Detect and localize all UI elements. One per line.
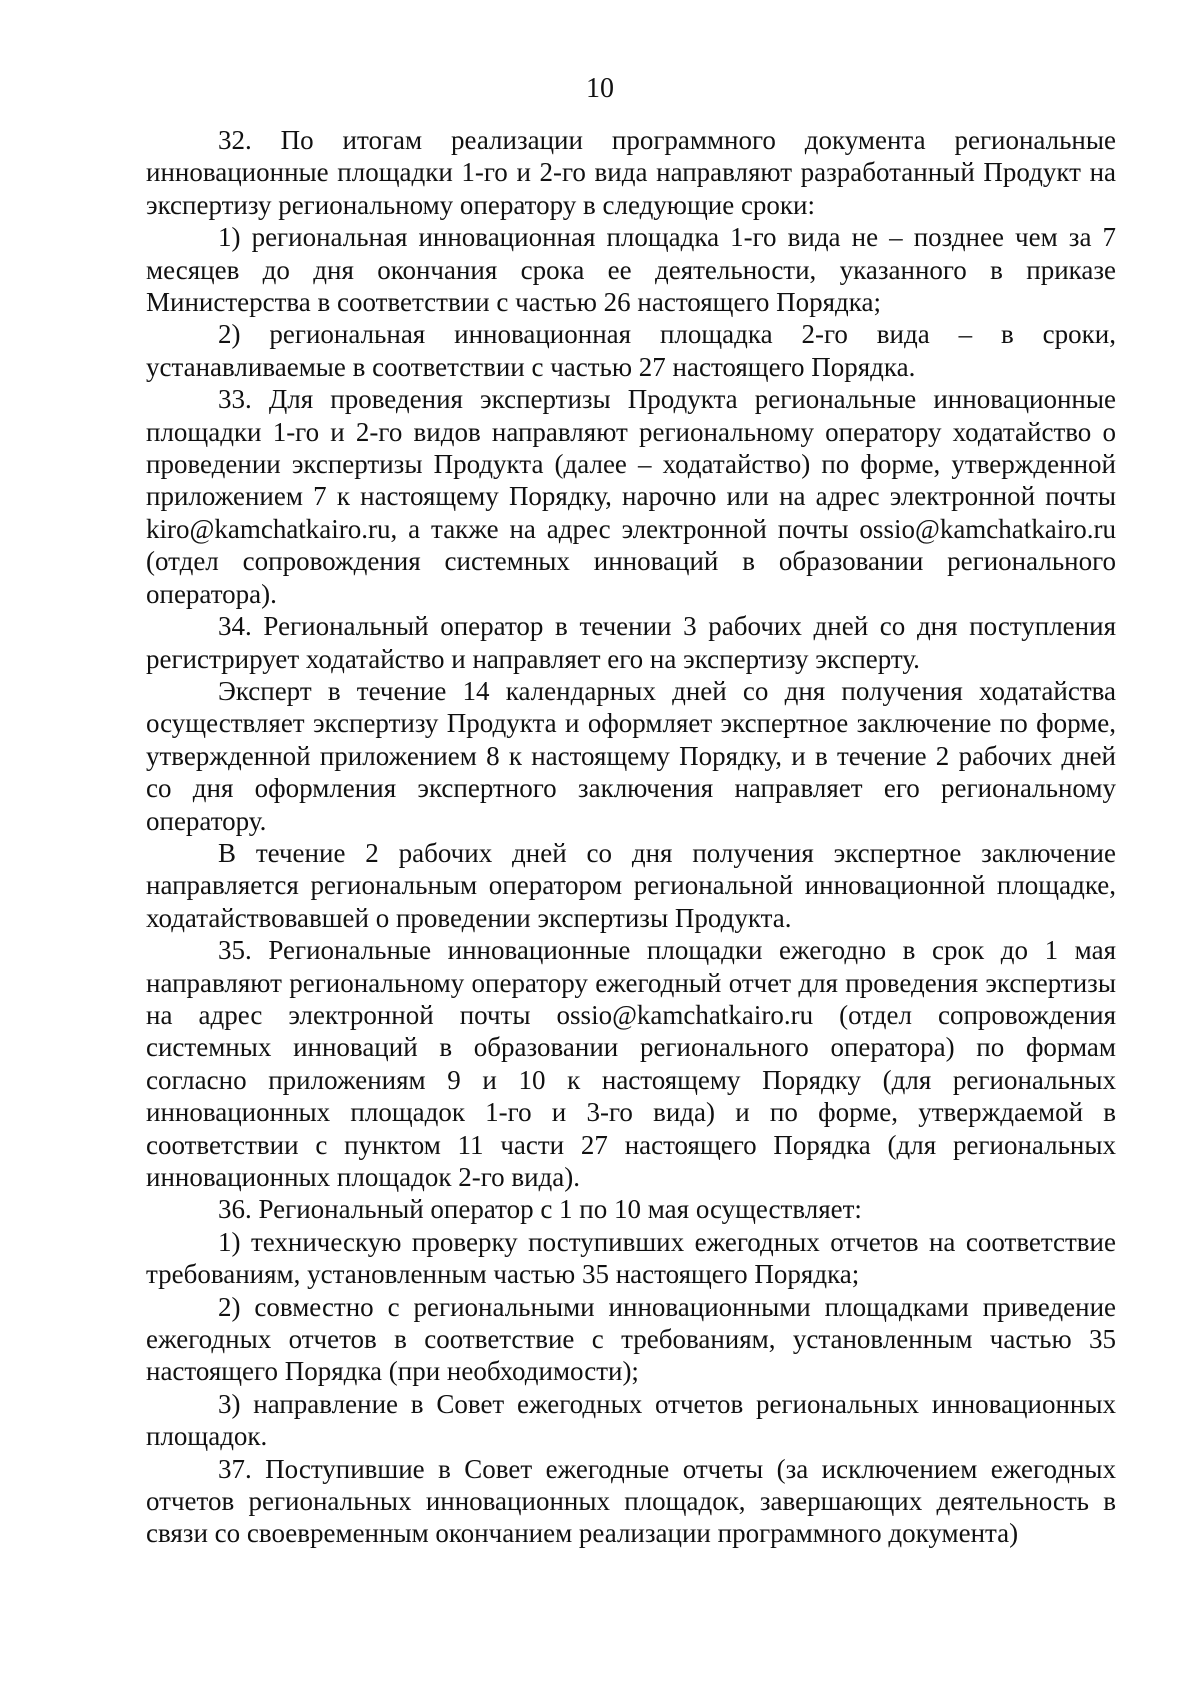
paragraph-37: 37. Поступившие в Совет ежегодные отчеты (за исключением ежегодных отчетов региональных инновационных площадок, завершающих деятельность в связи со своевременным окончанием реализации программного документа) [146,1453,1116,1549]
paragraph-32: 32. По итогам реализации программного документа региональные инновационные площадки 1-го и 2-го вида направляют разработанный Продукт на экспертизу региональному оператору в следующие сроки: [146,125,1116,220]
paragraph-36-item-1: 1) техническую проверку поступивших ежегодных отчетов на соответствие требованиям, установленным частью 35 настоящего Порядка; [146,1226,1116,1290]
paragraph-34: 34. Региональный оператор в течении 3 рабочих дней со дня поступления регистрирует ходатайство и направляет его на экспертизу эксперту. [146,611,1116,674]
paragraph-35: 35. Региональные инновационные площадки ежегодно в срок до 1 мая направляют региональному оператору ежегодный отчет для проведения экспертизы на адрес электронной почты ossio@kamchatkairo.ru (отдел сопровождения системных инноваций в образовании регионального оператора) по формам согласно приложениям 9 и 10 к настоящему Порядку (для региональных инновационных площадок 1-го и 3-го вида) и по форме, утверждаемой в соответствии с пунктом 11 части 27 настоящего Порядка (для региональных инновационных площадок 2-го вида). [146,935,1116,1192]
paragraph-34-expert: Эксперт в течение 14 календарных дней со дня получения ходатайства осуществляет экспертизу Продукта и оформляет экспертное заключение по форме, утвержденной приложением 8 к настоящему Порядку, и в течение 2 рабочих дней со дня оформления экспертного заключения направляет его региональному оператору. [146,675,1116,836]
paragraph-33: 33. Для проведения экспертизы Продукта региональные инновационные площадки 1-го и 2-го видов направляют региональному оператору ходатайство о проведении экспертизы Продукта (далее – ходатайство) по форме, утвержденной приложением 7 к настоящему Порядку, нарочно или на адрес электронной почты kiro@kamchatkairo.ru, а также на адрес электронной почты ossio@kamchatkairo.ru (отдел сопровождения системных инноваций в образовании регионального оператора). [146,384,1116,609]
paragraph-34-delivery: В течение 2 рабочих дней со дня получения экспертное заключение направляется региональным оператором региональной инновационной площадке, ходатайствовавшей о проведении экспертизы Продукта. [146,837,1116,933]
paragraph-32-item-1: 1) региональная инновационная площадка 1-го вида не – позднее чем за 7 месяцев до дня окончания срока ее деятельности, указанного в приказе Министерства в соответствии с частью 26 настоящего Порядка; [146,222,1116,318]
paragraph-36-item-3: 3) направление в Совет ежегодных отчетов региональных инновационных площадок. [146,1388,1116,1452]
paragraph-36-item-2: 2) совместно с региональными инновационными площадками приведение ежегодных отчетов в соответствие с требованиям, установленным частью 35 настоящего Порядка (при необходимости); [146,1291,1116,1387]
page-number: 10 [586,73,614,104]
paragraph-32-item-2: 2) региональная инновационная площадка 2-го вида – в сроки, устанавливаемые в соответствии с частью 27 настоящего Порядка. [146,319,1116,382]
document-body [146,124,1116,1550]
paragraph-36: 36. Региональный оператор с 1 по 10 мая осуществляет: [218,1194,862,1225]
